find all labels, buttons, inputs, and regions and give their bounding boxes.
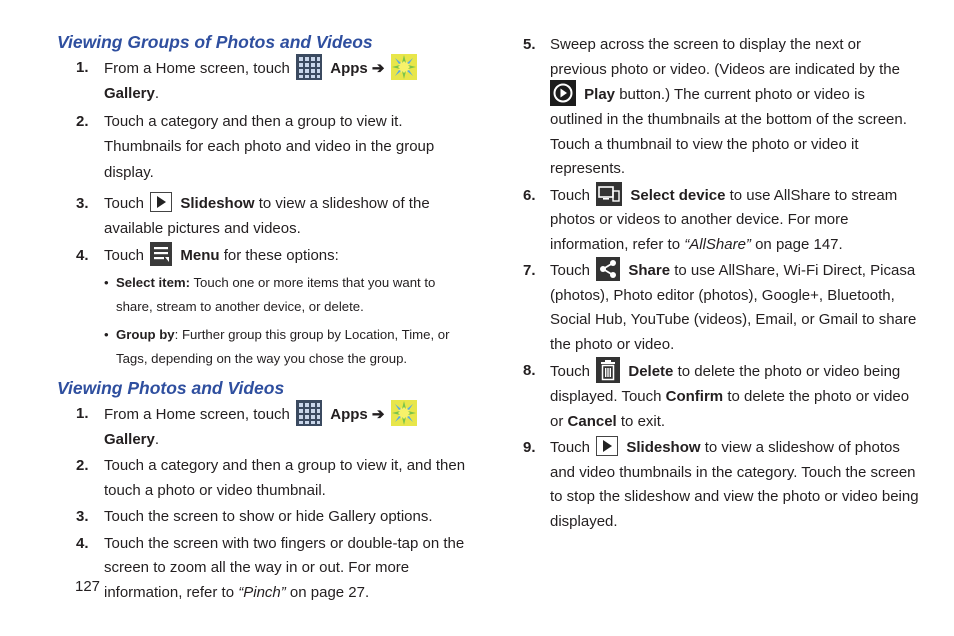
play-label: Play [584,85,616,103]
step-number: 1. [76,59,89,76]
step-text: to use AllShare to stream photos or videos to another device. For more information, refer to [550,186,898,253]
share-label: Share [628,262,671,279]
option-text: : Further group this group by Location, Time, or Tags, depending on the way you chose the group. [116,326,450,366]
step-text: Touch a category and then a group to view it, and then touch a photo or video thumbnail. [104,457,466,499]
step-text: Sweep across the screen to display the next or previous photo or video. (Videos are indicated by the [550,36,900,78]
arrow-icon: ➔ [371,59,385,77]
period: . [154,85,160,102]
step-text: to delete the photo or video or [550,388,910,430]
step-text: button.) The current photo or video is outlined in the thumbnails at the bottom of the screen. Touch a thumbnail to view the photo or video it represents. [550,85,907,177]
step-3-groups [57,192,467,241]
step-5 [520,33,920,182]
step-number: 2. [76,112,89,130]
select-device-icon [596,182,622,206]
step-number: 2. [76,457,89,474]
step-number: 1. [76,404,89,422]
step-number: 3. [76,508,89,525]
step-6 [520,184,920,258]
step-text: Touch [550,362,591,380]
step-text: to view a slideshow of photos and video thumbnails in the category. Touch the screen to stop the slideshow and view the photo or video being displayed. [550,439,919,530]
slideshow-icon [150,192,172,212]
step-number: 6. [523,186,536,204]
cross-reference-link[interactable]: “AllShare” [684,235,751,253]
delete-icon [596,357,620,383]
step-2-photos [57,454,467,503]
step-number: 5. [523,36,536,53]
slideshow-icon [596,436,618,456]
bullet-dot: • [104,326,109,342]
cancel-label: Cancel [567,412,617,430]
apps-label: Apps [330,59,368,77]
page-number: 127 [75,578,101,595]
step-number: 3. [76,195,89,212]
apps-grid-icon [296,400,322,426]
step-text: Touch [104,195,145,212]
option-label: Group by [116,326,175,342]
step-number: 9. [523,439,536,456]
gallery-label: Gallery [104,430,155,448]
apps-grid-icon [296,54,322,80]
arrow-icon: ➔ [371,405,385,423]
step-number: 4. [76,534,89,552]
apps-label: Apps [330,405,368,423]
step-1-photos [57,402,467,453]
step-9 [520,436,920,534]
menu-icon [150,242,172,266]
cross-reference-link[interactable]: “Pinch” [238,583,286,601]
option-select-item [57,271,467,319]
step-7 [520,259,920,357]
step-8 [520,359,920,434]
step-text: to view a slideshow of the available pictures and videos. [104,195,430,237]
step-text: Touch [104,247,145,264]
slideshow-label: Slideshow [626,439,701,456]
step-text: Touch [550,262,591,279]
section-heading-photos: Viewing Photos and Videos [57,377,285,398]
gallery-icon [391,54,417,80]
section-heading-groups: Viewing Groups of Photos and Videos [57,32,373,52]
delete-label: Delete [628,362,674,380]
step-4-photos [57,532,467,606]
step-text: to delete the photo or video being displayed. Touch [550,362,901,405]
left-column [57,30,467,605]
option-group-by [57,323,467,371]
gallery-label: Gallery [104,85,155,102]
step-number: 7. [523,262,536,279]
step-number: 8. [523,362,536,379]
step-text: Touch [550,439,591,456]
step-4-groups [57,244,467,269]
step-text: Touch [550,186,591,204]
step-text: on page 27. [289,583,370,601]
play-icon [550,80,576,106]
share-icon [596,257,620,281]
confirm-label: Confirm [665,388,724,405]
period: . [154,430,160,448]
menu-label: Menu [180,247,220,264]
bullet-dot: • [104,274,109,290]
step-text: to use AllShare, Wi-Fi Direct, Picasa (photos), Photo editor (photos), Google+, Bluetooth, Social Hub, YouTube (videos), Email, or Gmail to share the photo or video. [550,262,917,353]
step-text: to exit. [620,412,666,430]
step-text: for these options: [223,247,339,264]
step-2-groups [57,109,467,186]
step-text: Touch the screen to show or hide Gallery options. [104,508,433,525]
option-text: Touch one or more items that you want to share, stream to another device, or delete. [116,274,436,314]
select-device-label: Select device [630,186,726,204]
step-text: Touch a category and then a group to view it. Thumbnails for each photo and video in the group display. [104,112,435,181]
step-text: From a Home screen, touch [104,405,290,423]
step-1-groups [57,56,467,107]
step-3-photos [57,505,467,530]
step-text: From a Home screen, touch [104,59,290,77]
slideshow-label: Slideshow [180,195,255,212]
option-label: Select item: [116,274,191,290]
gallery-icon [391,400,417,426]
step-text: Touch the screen with two fingers or double-tap on the screen to zoom all the way in or out. For more information, refer to [104,534,465,601]
right-column [520,33,920,534]
step-text: on page 147. [755,235,843,253]
step-number: 4. [76,247,89,264]
